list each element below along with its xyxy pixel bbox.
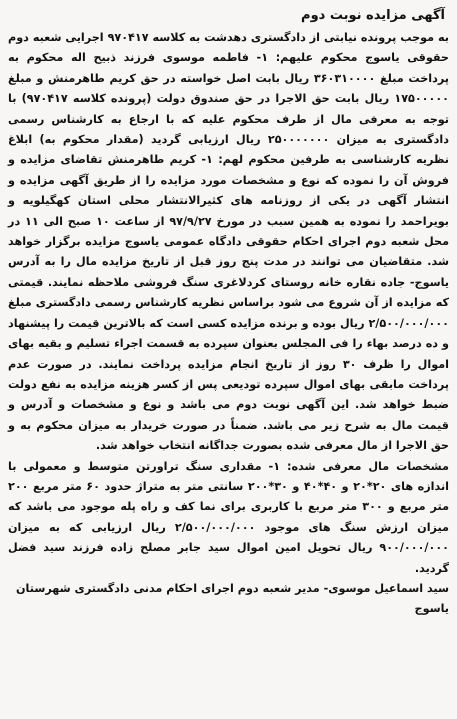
notice-signature: سید اسماعیل موسوی- مدیر شعبه دوم اجرای احکام مدنی دادگستری شهرستان یاسوج bbox=[16, 581, 449, 616]
notice-title: آگهی مزایده نوبت دوم bbox=[301, 8, 445, 23]
notice-body bbox=[8, 28, 449, 579]
notice-paragraph-main: به موجب پرونده نیابتی از دادگستری دهدشت به کلاسه ۹۷۰۴۱۷ اجرایی شعبه دوم حقوقی یاسوج محکوم علیهم: ۱- فاطمه موسوی فرزند ذبیح اله محکوم به پرداخت مبلغ ۳۶۰۳۱۰۰۰۰ ریال بابت اصل خواسته در حق کریم طاهرمنش و مبلغ ۱۷۵۰۰۰۰۰ ریال بابت حق الاجرا در حق صندوق دولت (پرونده کلاسه ۹۷۰۴۱۷) با توجه به معرفی مال از طرف محکوم علیه که با ارجاع به کارشناس رسمی دادگستری به میزان ۲۵۰۰۰۰۰۰۰ ریال ارزیابی گردید (مقدار محکوم به) ابلاغ نظریه کارشناسی به طرفین محکوم لهم: ۱- کریم طاهرمنش تقاضای مزایده و فروش آن را نموده که نوع و مشخصات مورد مزایده را از طریق آگهی مزایده و انتشار آگهی در یکی از روزنامه های کثیرالانتشار محلی استان کهگیلویه و بویراحمد را نموده به همین سبب در مورخ ۹۷/۹/۲۷ از ساعت ۱۰ صبح الی ۱۱ در محل شعبه دوم اجرای احکام حقوقی دادگاه عمومی یاسوج مزایده برگزار خواهد شد. متقاضیان می توانند در مدت پنج روز قبل از تاریخ مزایده مال را به آدرس یاسوج- جاده نقاره خانه روستای کردلاغری سنگ فروشی ملاحظه نمایند. قیمتی که مزایده از آن شروع می شود براساس نظریه کارشناس رسمی دادگستری مبلغ ۲/۵۰۰/۰۰۰/۰۰۰ ریال بوده و برنده مزایده کسی است که بالاترین قیمت را پیشنهاد و ده درصد بهاء را فی المجلس بعنوان سپرده به قسمت اجراء تسلیم و بقیه بهای اموال را ظرف ۳۰ روز از تاریخ انجام مزایده پرداخت نمایند. در صورت عدم پرداخت مابقی بهای اموال سپرده تودیعی پس از کسر هزینه مزایده به نفع دولت ضبط خواهد شد. این آگهی نوبت دوم می باشد و نوع و مشخصات و آدرس و قیمت مال به شرح زیر می باشد. ضمناً در صورت خریدار به میزان محکوم به و حق الاجرا از مال معرفی شده بصورت جداگانه انتخاب خواهد شد. bbox=[8, 31, 449, 453]
notice-paragraph-property-specs: مشخصات مال معرفی شده: ۱- مقداری سنگ تراورتن متوسط و معمولی با اندازه های ۲۰*۲۰ و ۴۰*۴۰ و ۳۰*۲۰۰ سانتی متر به متراژ حدود ۶۰ متر مربع ۲۰۰ متر مربع و ۳۰۰ متر مربع با کاربری برای نما کف و راه پله موجود می باشد که میزان ارزش سنگ های موجود ۲/۵۰۰/۰۰۰/۰۰۰ ریال ارزیابی که به میزان ۹۰۰/۰۰۰/۰۰۰ ریال تحویل امین اموال سید جابر مصلح زاده فرزند سید فضل گردید. bbox=[8, 459, 450, 575]
